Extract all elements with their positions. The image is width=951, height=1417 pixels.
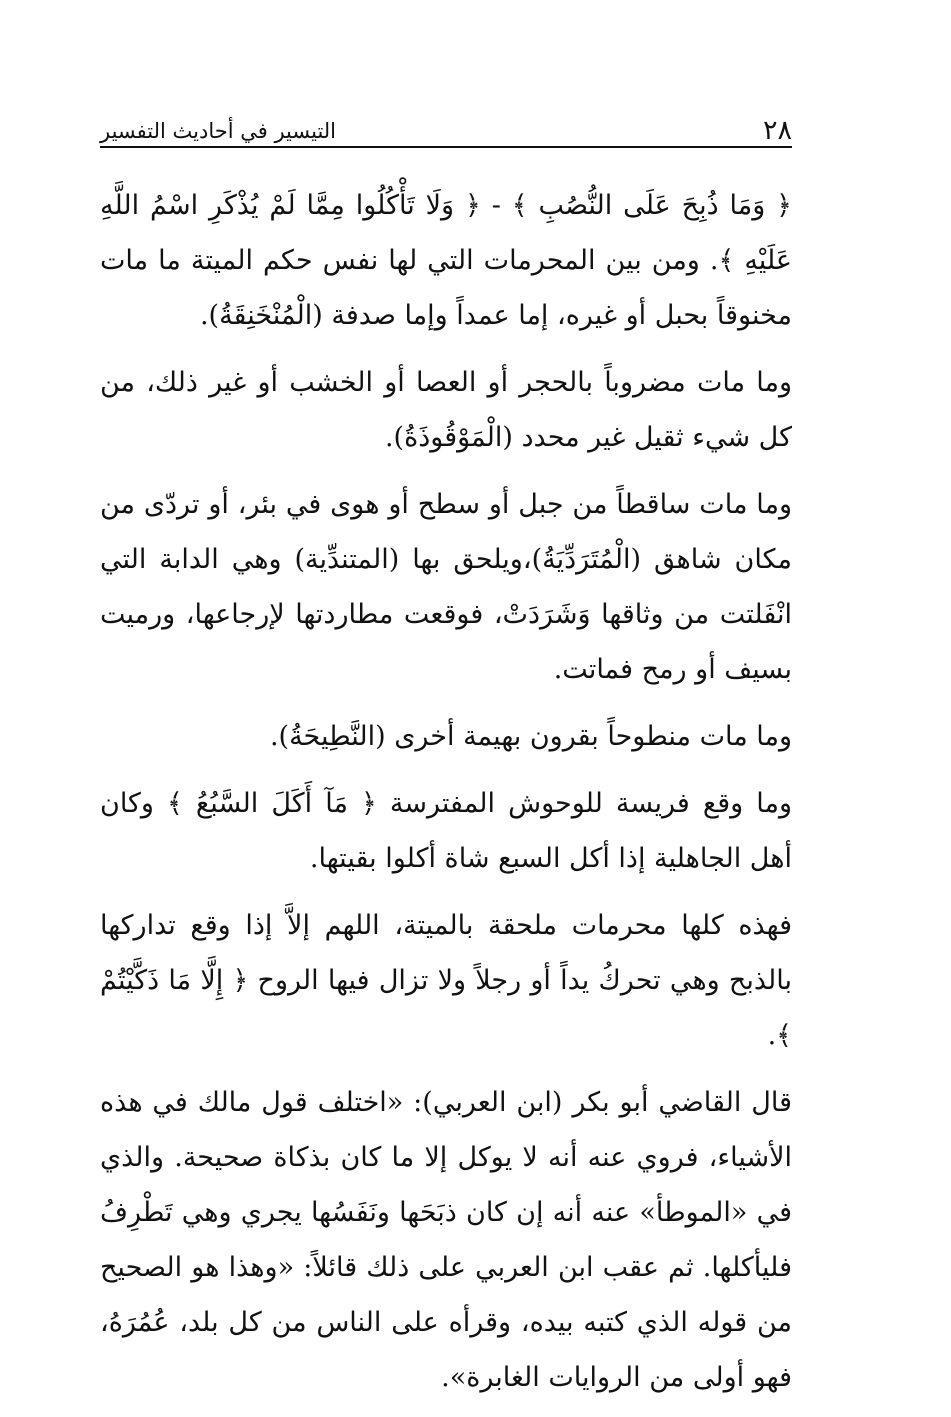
paragraph-2: وما مات مضروباً بالحجر أو العصا أو الخشب أو غير ذلك، من كل شيء ثقيل غير محدد (الْمَوْقُوذَةُ). xyxy=(100,367,793,453)
paragraph-3: وما مات ساقطاً من جبل أو سطح أو هوى في بئر، أو تردّى من مكان شاهق (الْمُتَرَدِّيَةُ)،ويلحق بها (المتندِّية) وهي الدابة التي انْفَلتت من وثاقها وَشَرَدَتْ، فوقعت مطاردتها لإرجاعها، ورميت بسيف أو رمح فماتت. xyxy=(100,489,792,685)
header-rule xyxy=(100,146,792,148)
page-header xyxy=(100,112,792,146)
paragraph-1: ﴿ وَمَا ذُبِحَ عَلَى النُّصُبِ ﴾ - ﴿ وَلَا تَأْكُلُوا مِمَّا لَمْ يُذْكَرِ اسْمُ اللَّهِ عَلَيْهِ ﴾. ومن بين المحرمات التي لها نفس حكم الميتة ما مات مخنوقاً بحبل أو غيره، إما عمداً وإما صدفة (الْمُنْخَنِقَةُ). xyxy=(100,190,792,331)
paragraph-5: وما وقع فريسة للوحوش المفترسة ﴿ مَآ أَكَلَ السَّبُعُ ﴾ وكان أهل الجاهلية إذا أكل السبع شاة أكلوا بقيتها. xyxy=(100,788,792,874)
paragraph-6: فهذه كلها محرمات ملحقة بالميتة، اللهم إلاَّ إذا وقع تداركها بالذبح وهي تحركُ يداً أو رجلاً ولا تزال فيها الروح ﴿ إِلَّا مَا ذَكَّيْتُمْ ﴾. xyxy=(100,910,792,1051)
paragraph-7: قال القاضي أبو بكر (ابن العربي): «اختلف قول مالك في هذه الأشياء، فروي عنه أنه لا يوكل إلا ما كان بذكاة صحيحة. والذي في «الموطأ» عنه أنه إن كان ذبَحَها ونَفَسُها يجري وهي تَطْرِفُ فليأكلها. ثم عقب ابن العربي على ذلك قائلاً: «وهذا هو الصحيح من قوله الذي كتبه بيده، وقرأه على الناس من كل بلد، عُمُرَهُ، فهو أولى من الروايات الغابرة». xyxy=(100,1087,792,1393)
paragraph-4: وما مات منطوحاً بقرون بهيمة أخرى (النَّطِيحَةُ). xyxy=(269,721,792,752)
page-body xyxy=(100,178,792,1417)
page-number: ٢٨ xyxy=(762,115,792,146)
running-title: التيسير في أحاديث التفسير xyxy=(100,119,337,143)
